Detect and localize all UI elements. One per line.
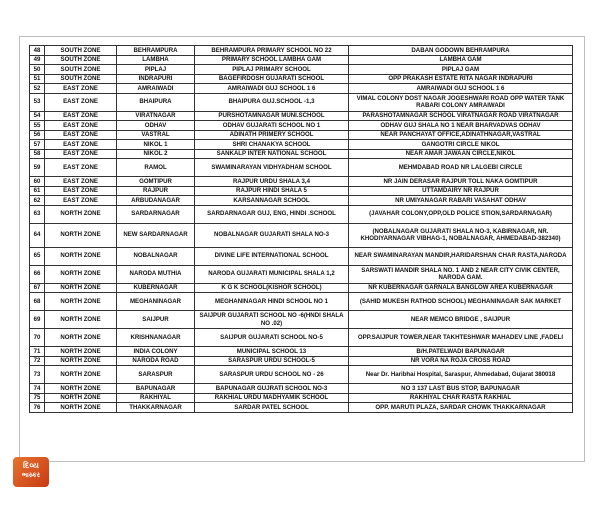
zone-cell: EAST ZONE (45, 186, 117, 196)
address-cell: NEAR AMAR JAWAAN CIRCLE,NIKOL (349, 149, 573, 159)
row-number-cell: 51 (30, 74, 45, 84)
zone-cell: NORTH ZONE (45, 265, 117, 283)
school-name-cell: ODHAV GUJARATI SCHOOL NO 1 (195, 121, 349, 131)
table-row (30, 311, 573, 329)
address-cell: NO 3 137 LAST BUS STOP, BAPUNAGAR (349, 384, 573, 394)
address-cell: RAKHIYAL CHAR RASTA RAKHIAL (349, 393, 573, 403)
zone-cell: NORTH ZONE (45, 403, 117, 413)
table-row (30, 121, 573, 131)
divya-bhaskar-logo (13, 457, 49, 487)
zone-cell: EAST ZONE (45, 111, 117, 121)
table-row (30, 205, 573, 223)
row-number-cell: 54 (30, 111, 45, 121)
table-row (30, 223, 573, 247)
school-name-cell: SAIJPUR GUJARATI SCHOOL NO-5 (195, 329, 349, 347)
zone-cell: SOUTH ZONE (45, 46, 117, 56)
zone-cell: SOUTH ZONE (45, 55, 117, 65)
school-name-cell: SARASPUR URDU SCHOOL NO - 26 (195, 366, 349, 384)
address-cell: Near Dr. Haribhai Hospital, Saraspur, Ahmedabad, Gujarat 380018 (349, 366, 573, 384)
area-cell: KRISHNANAGAR (117, 329, 195, 347)
zone-cell: EAST ZONE (45, 121, 117, 131)
zone-cell: EAST ZONE (45, 140, 117, 150)
row-number-cell: 72 (30, 356, 45, 366)
school-name-cell: RAJPUR HINDI SHALA 5 (195, 186, 349, 196)
table-row (30, 177, 573, 187)
address-cell: (NOBALNAGAR GUJARATI SHALA NO-3, KABIRNAGAR, NR. KHODIYARNAGAR VIBHAG-1, NOBALNAGAR, AHMEDABAD-382340) (349, 223, 573, 247)
zone-cell: EAST ZONE (45, 159, 117, 177)
row-number-cell: 55 (30, 121, 45, 131)
table-row (30, 265, 573, 283)
row-number-cell: 52 (30, 84, 45, 94)
row-number-cell: 56 (30, 130, 45, 140)
row-number-cell: 48 (30, 46, 45, 56)
table-row (30, 65, 573, 75)
school-name-cell: NARODA GUJARATI MUNICIPAL SHALA 1,2 (195, 265, 349, 283)
table-row (30, 140, 573, 150)
logo-line-2: ભાસ્કર (22, 472, 40, 479)
school-name-cell: BAGEFIRDOSH GUJARATI SCHOOL (195, 74, 349, 84)
row-number-cell: 75 (30, 393, 45, 403)
table-row (30, 93, 573, 111)
row-number-cell: 61 (30, 186, 45, 196)
zone-cell: NORTH ZONE (45, 311, 117, 329)
area-cell: RAMOL (117, 159, 195, 177)
school-name-cell: BHAIPURA GUJ.SCHOOL -1,3 (195, 93, 349, 111)
area-cell: GOMTIPUR (117, 177, 195, 187)
zone-cell: NORTH ZONE (45, 205, 117, 223)
school-name-cell: SHRI CHANAKYA SCHOOL (195, 140, 349, 150)
row-number-cell: 60 (30, 177, 45, 187)
address-cell: MEHMDABAD ROAD NR LALGEBI CIRCLE (349, 159, 573, 177)
zone-cell: NORTH ZONE (45, 384, 117, 394)
table-row (30, 111, 573, 121)
address-cell: NR JAIN DERASAR RAJPUR TOLL NAKA GOMTIPUR (349, 177, 573, 187)
address-cell: OPP PRAKASH ESTATE RITA NAGAR INDRAPURI (349, 74, 573, 84)
address-cell: NEAR SWAMINARAYAN MANDIR,HARIDARSHAN CHAR RASTA,NARODA (349, 247, 573, 265)
address-cell: PARASHOTAMNAGAR SCHOOL VIRATNAGAR ROAD VIRATNAGAR (349, 111, 573, 121)
address-cell: OPP. MARUTI PLAZA, SARDAR CHOWK THAKKARNAGAR (349, 403, 573, 413)
zone-cell: EAST ZONE (45, 177, 117, 187)
table-row (30, 384, 573, 394)
row-number-cell: 63 (30, 205, 45, 223)
table-row (30, 149, 573, 159)
address-cell: VIMAL COLONY DOST NAGAR JOGESHWARI ROAD OPP WATER TANK RABARI COLONY AMRAIWADI (349, 93, 573, 111)
row-number-cell: 68 (30, 293, 45, 311)
table-row (30, 55, 573, 65)
school-name-cell: KARSANNAGAR SCHOOL (195, 196, 349, 206)
row-number-cell: 64 (30, 223, 45, 247)
address-cell: UTTAMDAIRY NR RAJPUR (349, 186, 573, 196)
address-cell: DABAN GODOWN BEHRAMPURA (349, 46, 573, 56)
area-cell: PIPLAJ (117, 65, 195, 75)
row-number-cell: 67 (30, 283, 45, 293)
row-number-cell: 59 (30, 159, 45, 177)
zone-cell: EAST ZONE (45, 130, 117, 140)
area-cell: BEHRAMPURA (117, 46, 195, 56)
zone-cell: NORTH ZONE (45, 366, 117, 384)
area-cell: NIKOL 1 (117, 140, 195, 150)
address-cell: PIPLAJ GAM (349, 65, 573, 75)
top-bar (0, 0, 600, 34)
school-name-cell: PRIMARY SCHOOL LAMBHA GAM (195, 55, 349, 65)
school-name-cell: AMRAIWADI GUJ SCHOOL 1 6 (195, 84, 349, 94)
zone-cell: EAST ZONE (45, 93, 117, 111)
area-cell: AMRAIWADI (117, 84, 195, 94)
table-row (30, 247, 573, 265)
table-row (30, 186, 573, 196)
address-cell: B/H.PATELWADI BAPUNAGAR (349, 347, 573, 357)
school-name-cell: PIPLAJ PRIMARY SCHOOL (195, 65, 349, 75)
school-name-cell: RAJPUR URDU SHALA 3,4 (195, 177, 349, 187)
table-row (30, 329, 573, 347)
area-cell: THAKKARNAGAR (117, 403, 195, 413)
area-cell: SARASPUR (117, 366, 195, 384)
row-number-cell: 57 (30, 140, 45, 150)
zone-cell: SOUTH ZONE (45, 74, 117, 84)
row-number-cell: 58 (30, 149, 45, 159)
row-number-cell: 74 (30, 384, 45, 394)
row-number-cell: 73 (30, 366, 45, 384)
zone-cell: NORTH ZONE (45, 223, 117, 247)
school-name-cell: PURSHOTAMNAGAR MUNI.SCHOOL (195, 111, 349, 121)
school-name-cell: SWAMINARAYAN VIDHYADHAM SCHOOL (195, 159, 349, 177)
zone-cell: EAST ZONE (45, 84, 117, 94)
area-cell: LAMBHA (117, 55, 195, 65)
address-cell: OPP.SAIJPUR TOWER,NEAR TAKHTESHWAR MAHADEV LINE ,FADELI (349, 329, 573, 347)
row-number-cell: 62 (30, 196, 45, 206)
area-cell: KUBERNAGAR (117, 283, 195, 293)
zone-cell: NORTH ZONE (45, 329, 117, 347)
zone-cell: NORTH ZONE (45, 356, 117, 366)
row-number-cell: 65 (30, 247, 45, 265)
school-name-cell: K G K SCHOOL(KISHOR SCHOOL) (195, 283, 349, 293)
school-name-cell: SAIJPUR GUJARATI SCHOOL NO -6(HNDI SHALA NO .02) (195, 311, 349, 329)
table-row (30, 393, 573, 403)
row-number-cell: 53 (30, 93, 45, 111)
address-cell: NEAR MEMCO BRIDGE , SAIJPUR (349, 311, 573, 329)
school-name-cell: NOBALNAGAR GUJARATI SHALA NO-3 (195, 223, 349, 247)
zone-cell: EAST ZONE (45, 196, 117, 206)
area-cell: MEGHANINAGAR (117, 293, 195, 311)
area-cell: ARBUDANAGAR (117, 196, 195, 206)
area-cell: RAJPUR (117, 186, 195, 196)
school-name-cell: SARDAR PATEL SCHOOL (195, 403, 349, 413)
school-name-cell: DIVINE LIFE INTERNATIONAL SCHOOL (195, 247, 349, 265)
school-list-table (29, 45, 573, 413)
zone-cell: EAST ZONE (45, 149, 117, 159)
row-number-cell: 69 (30, 311, 45, 329)
address-cell: NR KUBERNAGAR GARNALA BANGLOW AREA KUBERNAGAR (349, 283, 573, 293)
zone-cell: SOUTH ZONE (45, 65, 117, 75)
table-row (30, 74, 573, 84)
school-name-cell: SARDARNAGAR GUJ, ENG, HINDI .SCHOOL (195, 205, 349, 223)
row-number-cell: 71 (30, 347, 45, 357)
school-name-cell: BAPUNAGAR GUJRATI SCHOOL NO-3 (195, 384, 349, 394)
address-cell: NR UMIYANAGAR RABARI VASAHAT ODHAV (349, 196, 573, 206)
zone-cell: NORTH ZONE (45, 283, 117, 293)
row-number-cell: 76 (30, 403, 45, 413)
school-name-cell: BEHRAMPURA PRIMARY SCHOOL NO 22 (195, 46, 349, 56)
row-number-cell: 49 (30, 55, 45, 65)
school-name-cell: RAKHIAL URDU MADHYAMIK SCHOOL (195, 393, 349, 403)
area-cell: ODHAV (117, 121, 195, 131)
table-row (30, 403, 573, 413)
zone-cell: NORTH ZONE (45, 347, 117, 357)
area-cell: SAIJPUR (117, 311, 195, 329)
row-number-cell: 70 (30, 329, 45, 347)
area-cell: SARDARNAGAR (117, 205, 195, 223)
address-cell: ODHAV GUJ SHALA NO 1 NEAR BHARVADVAS ODHAV (349, 121, 573, 131)
table-row (30, 283, 573, 293)
area-cell: VIRATNAGAR (117, 111, 195, 121)
school-name-cell: MEGHANINAGAR HINDI SCHOOL NO 1 (195, 293, 349, 311)
area-cell: NARODA ROAD (117, 356, 195, 366)
area-cell: BHAIPURA (117, 93, 195, 111)
logo-line-1: દિવ્ય (23, 461, 39, 470)
area-cell: RAKHIYAL (117, 393, 195, 403)
area-cell: BAPUNAGAR (117, 384, 195, 394)
table-row (30, 130, 573, 140)
table-row (30, 196, 573, 206)
area-cell: NIKOL 2 (117, 149, 195, 159)
table-row (30, 356, 573, 366)
address-cell: (JAVAHAR COLONY,OPP,OLD POLICE STION,SARDARNAGAR) (349, 205, 573, 223)
address-cell: NR VORA NA ROJA CROSS ROAD (349, 356, 573, 366)
area-cell: INDRAPURI (117, 74, 195, 84)
table-row (30, 347, 573, 357)
address-cell: GANGOTRI CIRCLE NIKOL (349, 140, 573, 150)
school-name-cell: SARASPUR URDU SCHOOL-5 (195, 356, 349, 366)
address-cell: AMRAIWADI GUJ SCHOOL 1 6 (349, 84, 573, 94)
zone-cell: NORTH ZONE (45, 247, 117, 265)
address-cell: (SAHID MUKESH RATHOD SCHOOL) MEGHANINAGAR SAK MARKET (349, 293, 573, 311)
area-cell: NEW SARDARNAGAR (117, 223, 195, 247)
school-name-cell: SANKALP INTER NATIONAL SCHOOL (195, 149, 349, 159)
zone-cell: NORTH ZONE (45, 293, 117, 311)
address-cell: LAMBHA GAM (349, 55, 573, 65)
table-row (30, 159, 573, 177)
area-cell: VASTRAL (117, 130, 195, 140)
address-cell: SARSWATI MANDIR SHALA NO. 1 AND 2 NEAR CITY CIVIK CENTER, NARODA GAM. (349, 265, 573, 283)
row-number-cell: 66 (30, 265, 45, 283)
table-row (30, 366, 573, 384)
zone-cell: NORTH ZONE (45, 393, 117, 403)
area-cell: NOBALNAGAR (117, 247, 195, 265)
school-name-cell: ADINATH PRIMERY SCHOOL (195, 130, 349, 140)
table-row (30, 46, 573, 56)
table-row (30, 84, 573, 94)
area-cell: NARODA MUTHIA (117, 265, 195, 283)
area-cell: INDIA COLONY (117, 347, 195, 357)
school-name-cell: MUNICIPAL SCHOOL 13 (195, 347, 349, 357)
row-number-cell: 50 (30, 65, 45, 75)
address-cell: NEAR PANCHAYAT OFFICE,ADINATHNAGAR,VASTRAL (349, 130, 573, 140)
table-row (30, 293, 573, 311)
